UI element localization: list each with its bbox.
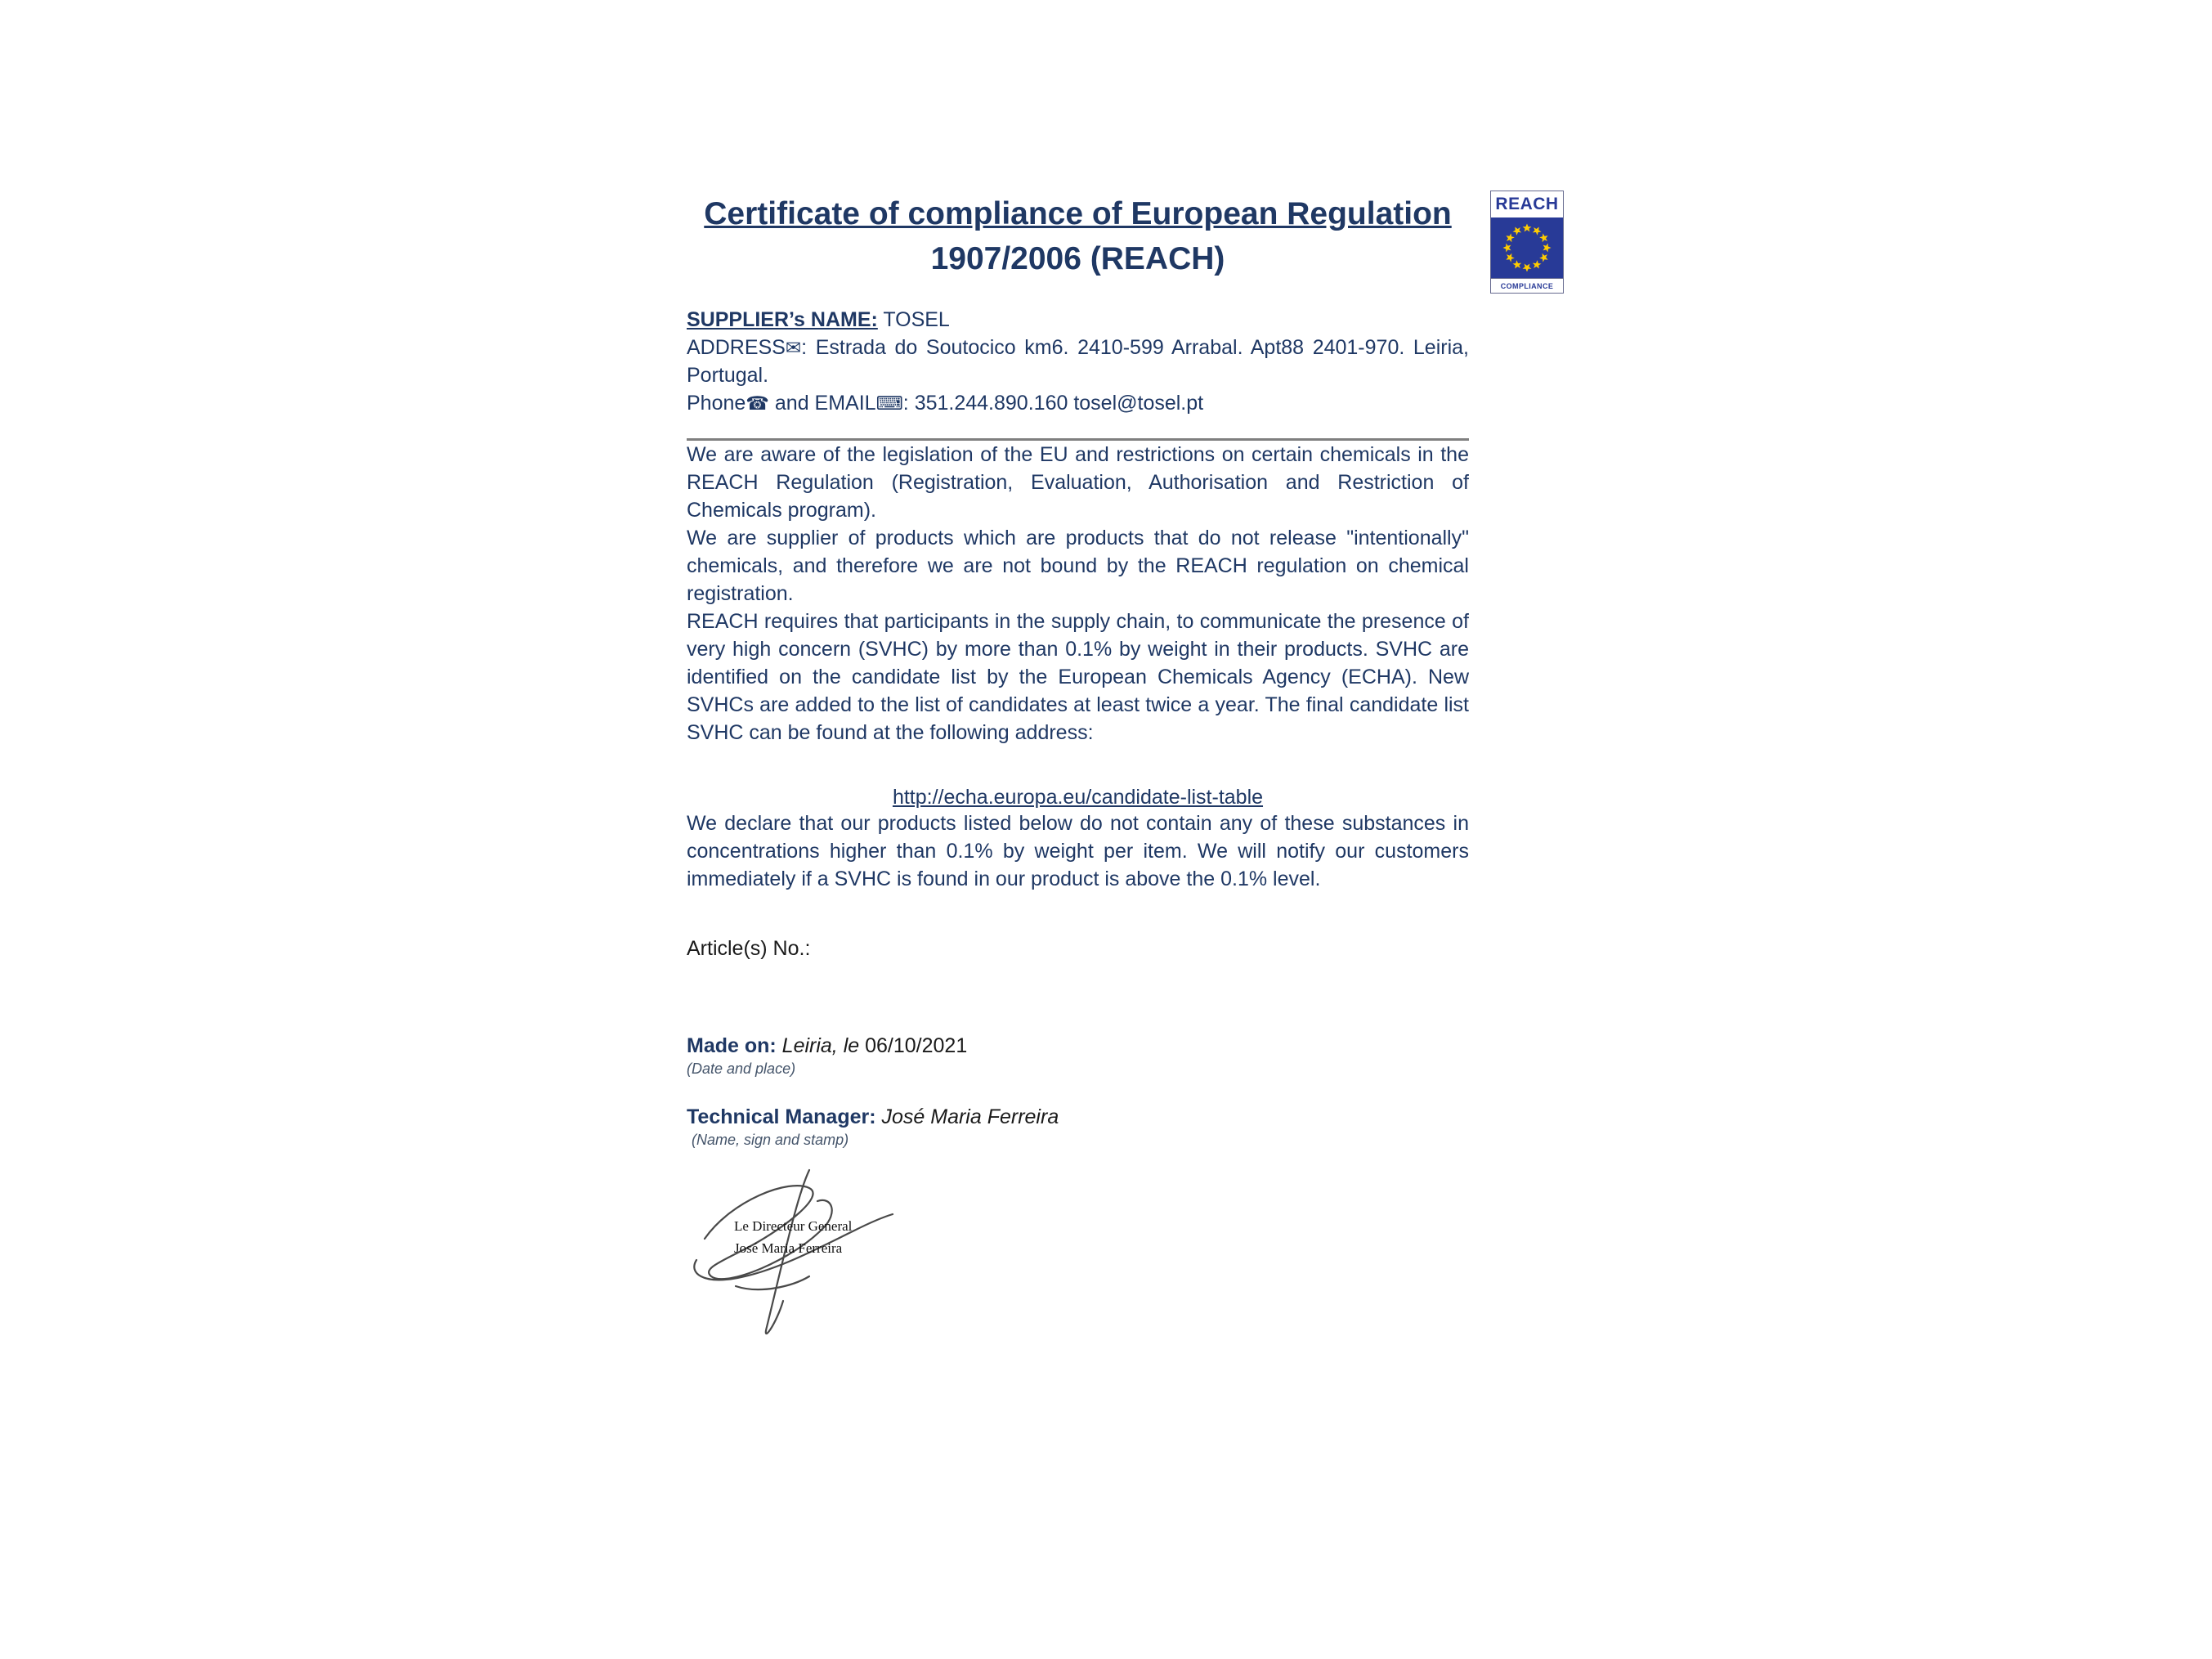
supplier-info xyxy=(687,306,1469,417)
phone-label: Phone xyxy=(687,392,746,415)
address-value: : Estrada do Soutocico km6. 2410-599 Arrabal. Apt88 2401-970. Leiria, Portugal. xyxy=(687,336,1469,388)
made-on-date: 06/10/2021 xyxy=(865,1034,968,1058)
supplier-name-value: TOSEL xyxy=(877,308,950,332)
signature-name-line: José Maria Ferreira xyxy=(734,1240,843,1256)
reach-logo-title: REACH xyxy=(1491,191,1563,217)
reach-compliance-logo xyxy=(1490,191,1564,294)
signature-block xyxy=(687,1164,1030,1339)
envelope-icon: ✉ xyxy=(785,337,802,359)
reach-logo-compliance-label: COMPLIANCE xyxy=(1491,278,1563,293)
supplier-contact-line xyxy=(687,389,1469,417)
date-place-caption: (Date and place) xyxy=(687,1060,796,1078)
title-line2: 1907/2006 (REACH) xyxy=(930,240,1225,276)
address-label: ADDRESS xyxy=(687,336,786,360)
paragraph-supplier-statement: We are supplier of products which are products that do not release "intentionally" chemicals, and therefore we are not bound by the REACH regulation on chemical registration. xyxy=(687,527,1469,606)
certificate-document xyxy=(687,192,1469,1339)
technical-manager-label: Technical Manager: xyxy=(687,1105,876,1129)
email-label: and EMAIL xyxy=(768,392,876,415)
eu-stars-icon xyxy=(1491,217,1563,278)
articles-label: Article(s) No.: xyxy=(687,937,811,961)
technical-manager-line xyxy=(687,1105,1469,1129)
candidate-list-link[interactable]: http://echa.europa.eu/candidate-list-table xyxy=(892,786,1264,809)
paragraph-svhc-requirements: REACH requires that participants in the supply chain, to communicate the presence of very high concern (SVHC) by more than 0.1% by weight in their products. SVHC are identified on the candidate list by the European Chemicals Agency (ECHA). New SVHCs are added to the list of candidates at least twice a year. The final candidate list SVHC can be found at the following address: xyxy=(687,610,1469,745)
signature-title-line: Le Directeur General xyxy=(734,1218,853,1235)
candidate-list-link-row xyxy=(687,786,1469,809)
made-on-label: Made on: xyxy=(687,1034,777,1058)
contact-value: : 351.244.890.160 tosel@tosel.pt xyxy=(902,392,1204,415)
supplier-address-line xyxy=(687,334,1469,389)
page-title xyxy=(687,192,1469,281)
made-on-place: Leiria, le xyxy=(776,1034,866,1058)
computer-icon: ⌨ xyxy=(875,392,903,415)
made-on-line xyxy=(687,1034,1469,1058)
paragraph-reach-awareness: We are aware of the legislation of the EU and restrictions on certain chemicals in the REACH Regulation (Registration, Evaluation, Authorisation and Restriction of Chemicals program). xyxy=(687,443,1469,522)
eu-flag xyxy=(1491,217,1563,278)
title-line1: Certificate of compliance of European Regulation xyxy=(704,196,1452,231)
supplier-name-label: SUPPLIER’s NAME: xyxy=(687,308,878,332)
supplier-name-line xyxy=(687,306,1469,334)
signature-text xyxy=(734,1216,852,1259)
paragraph-declaration: We declare that our products listed below do not contain any of these substances in concentrations higher than 0.1% by weight per item. We will notify our customers immediately if a SVHC is found in our product is above the 0.1% level. xyxy=(687,812,1469,891)
technical-manager-name: José Maria Ferreira xyxy=(875,1105,1059,1129)
phone-icon: ☎ xyxy=(746,392,769,415)
sign-stamp-caption: (Name, sign and stamp) xyxy=(692,1132,849,1149)
